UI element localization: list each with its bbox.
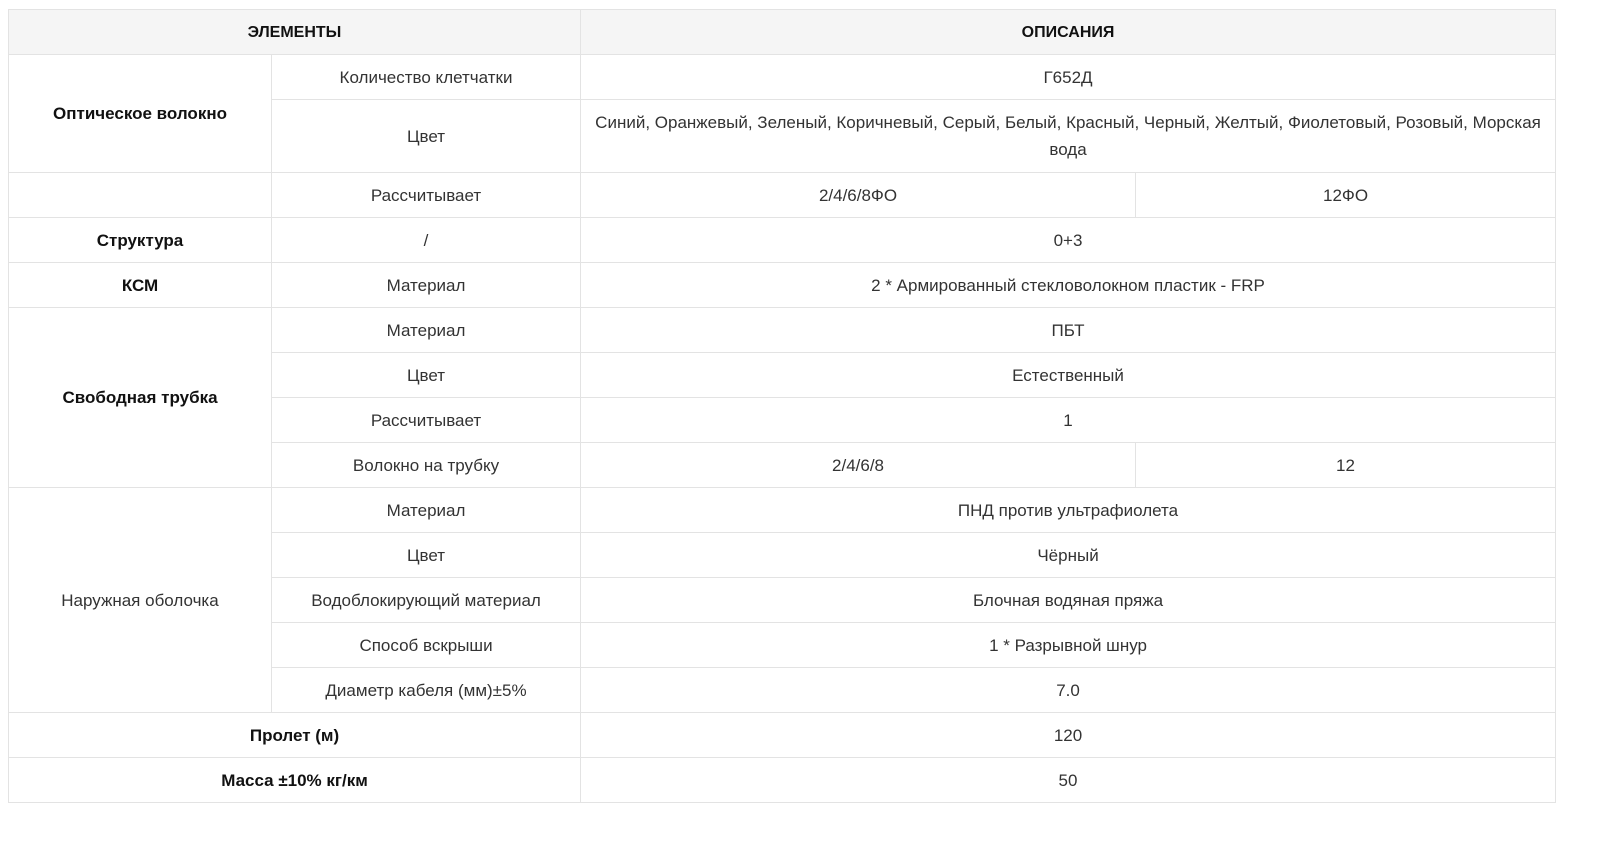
label-fiber-count: Количество клетчатки <box>272 55 581 100</box>
value-sheath-color: Чёрный <box>581 533 1556 578</box>
label-fiber-color: Цвет <box>272 100 581 173</box>
label-span: Пролет (м) <box>9 713 581 758</box>
spec-table-wrapper <box>8 9 1556 803</box>
label-cable-diameter: Диаметр кабеля (мм)±5% <box>272 668 581 713</box>
value-tube-color: Естественный <box>581 353 1556 398</box>
value-water-block: Блочная водяная пряжа <box>581 578 1556 623</box>
value-counts-a: 2/4/6/8ФО <box>581 173 1136 218</box>
value-counts-b: 12ФО <box>1136 173 1556 218</box>
label-tube-count: Рассчитывает <box>272 398 581 443</box>
group-empty <box>9 173 272 218</box>
table-row <box>9 308 1556 353</box>
label-water-block: Водоблокирующий материал <box>272 578 581 623</box>
group-structure: Структура <box>9 218 272 263</box>
table-row <box>9 488 1556 533</box>
label-sheath-material: Материал <box>272 488 581 533</box>
group-loose-tube: Свободная трубка <box>9 308 272 488</box>
value-fiber-color: Синий, Оранжевый, Зеленый, Коричневый, Серый, Белый, Красный, Черный, Желтый, Фиолетовый, Розовый, Морская вода <box>581 100 1556 173</box>
value-tube-count: 1 <box>581 398 1556 443</box>
label-counts: Рассчитывает <box>272 173 581 218</box>
table-row <box>9 173 1556 218</box>
value-fiber-count: Г652Д <box>581 55 1556 100</box>
value-opening-method: 1 * Разрывной шнур <box>581 623 1556 668</box>
label-fiber-per-tube: Волокно на трубку <box>272 443 581 488</box>
value-fiber-per-tube-a: 2/4/6/8 <box>581 443 1136 488</box>
table-row <box>9 758 1556 803</box>
label-structure: / <box>272 218 581 263</box>
label-opening-method: Способ вскрыши <box>272 623 581 668</box>
header-descriptions: ОПИСАНИЯ <box>581 10 1556 55</box>
value-sheath-material: ПНД против ультрафиолета <box>581 488 1556 533</box>
label-tube-color: Цвет <box>272 353 581 398</box>
group-outer-sheath: Наружная оболочка <box>9 488 272 713</box>
table-row <box>9 218 1556 263</box>
table-row <box>9 263 1556 308</box>
value-structure: 0+3 <box>581 218 1556 263</box>
value-span: 120 <box>581 713 1556 758</box>
value-tube-material: ПБТ <box>581 308 1556 353</box>
label-weight: Масса ±10% кг/км <box>9 758 581 803</box>
header-elements: ЭЛЕМЕНТЫ <box>9 10 581 55</box>
specification-table <box>8 9 1556 803</box>
label-sheath-color: Цвет <box>272 533 581 578</box>
value-cable-diameter: 7.0 <box>581 668 1556 713</box>
table-row <box>9 713 1556 758</box>
label-csm-material: Материал <box>272 263 581 308</box>
table-header-row <box>9 10 1556 55</box>
table-row <box>9 55 1556 100</box>
label-tube-material: Материал <box>272 308 581 353</box>
group-optical-fiber: Оптическое волокно <box>9 55 272 173</box>
group-csm: КСМ <box>9 263 272 308</box>
value-fiber-per-tube-b: 12 <box>1136 443 1556 488</box>
value-csm-material: 2 * Армированный стекловолокном пластик - FRP <box>581 263 1556 308</box>
value-weight: 50 <box>581 758 1556 803</box>
